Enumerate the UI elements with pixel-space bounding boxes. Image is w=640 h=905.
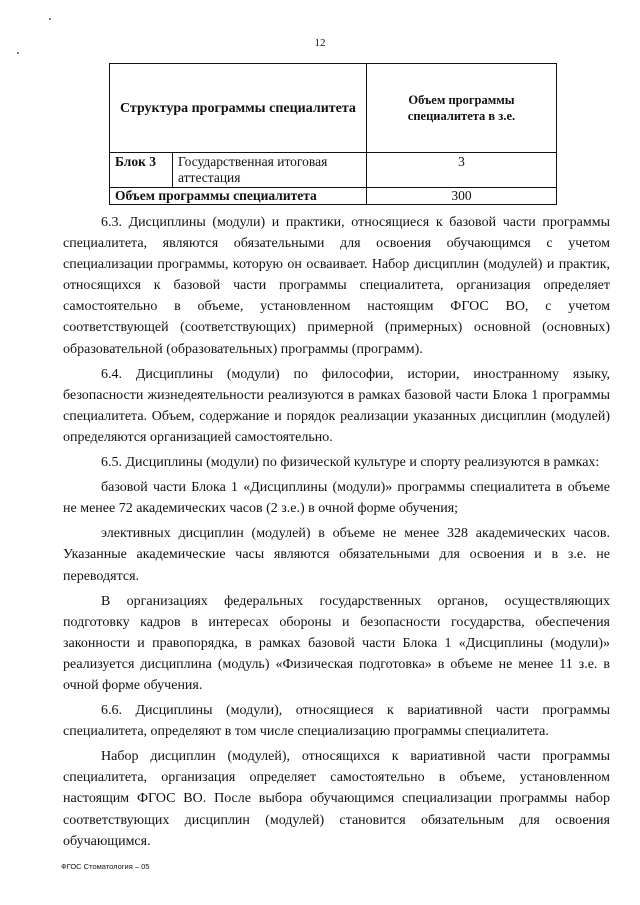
total-label: Объем программы специалитета xyxy=(110,188,367,205)
paragraph: 6.5. Дисциплины (модули) по физической культуре и спорту реализуются в рамках: xyxy=(101,455,600,471)
paragraph: базовой части Блока 1 «Дисциплины (модули)» программы специалитета в объеме не менее 72 академических часов (2 з.е.) в очной форме обучения; xyxy=(63,480,610,517)
scan-speck xyxy=(49,18,51,20)
scan-speck xyxy=(17,52,19,54)
paragraph: 6.4. Дисциплины (модули) по философии, истории, иностранному языку, безопасности жизнедеятельности реализуются в рамках базовой части Блока 1 программы специалитета. Объем, содержание и порядок реализации указанных дисциплин (модулей) определяются организацией самостоятельно. xyxy=(63,366,610,445)
document-body xyxy=(63,212,610,852)
header-volume: Объем программы специалитета в з.е. xyxy=(366,64,556,153)
paragraph: Набор дисциплин (модулей), относящихся к вариативной части программы специалитета, организация определяет самостоятельно в объеме, установленном настоящим ФГОС ВО. После выбора обучающимся специализации программы набор соответствующих дисциплин (модулей) становится обязательным для освоения обучающимся. xyxy=(63,749,610,849)
paragraph: элективных дисциплин (модулей) в объеме не менее 328 академических часов. Указанные академические часы являются обязательными для освоения и в з.е. не переводятся. xyxy=(63,526,610,584)
footer-doc-id: ФГОС Стоматология – 05 xyxy=(61,862,150,871)
paragraph: 6.6. Дисциплины (модули), относящиеся к вариативной части программы специалитета, определяют в том числе специализацию программы специалитета. xyxy=(63,703,610,740)
program-structure-table xyxy=(109,63,557,205)
paragraph: В организациях федеральных государственных органов, осуществляющих подготовку кадров в интересах обороны и безопасности государства, обеспечения законности и правопорядка, в рамках базовой части Блока 1 «Дисциплины (модули)» реализуется дисциплина (модуль) «Физическая подготовка» в объеме не менее 11 з.е. в очной форме обучения. xyxy=(63,593,610,693)
table-total-row xyxy=(110,188,557,205)
table-header-row xyxy=(110,64,557,153)
block-name: Блок 3 xyxy=(110,153,173,188)
header-structure: Структура программы специалитета xyxy=(110,64,367,153)
block-value: 3 xyxy=(366,153,556,188)
page-number: 12 xyxy=(314,37,326,49)
table-row xyxy=(110,153,557,188)
block-title: Государственная итоговая аттестация xyxy=(173,153,367,188)
paragraph: 6.3. Дисциплины (модули) и практики, относящиеся к базовой части программы специалитета, являются обязательными для освоения обучающимся с учетом специализации программы, которую он осваивает. Набор дисциплин (модулей) и практик, относящихся к базовой части программы специалитета, организация определяет самостоятельно в объеме, установленном настоящим ФГОС ВО, с учетом соответствующей (соответствующих) примерной (примерных) основной (основных) образовательной (образовательных) программы (программ). xyxy=(63,215,610,357)
total-value: 300 xyxy=(366,188,556,205)
